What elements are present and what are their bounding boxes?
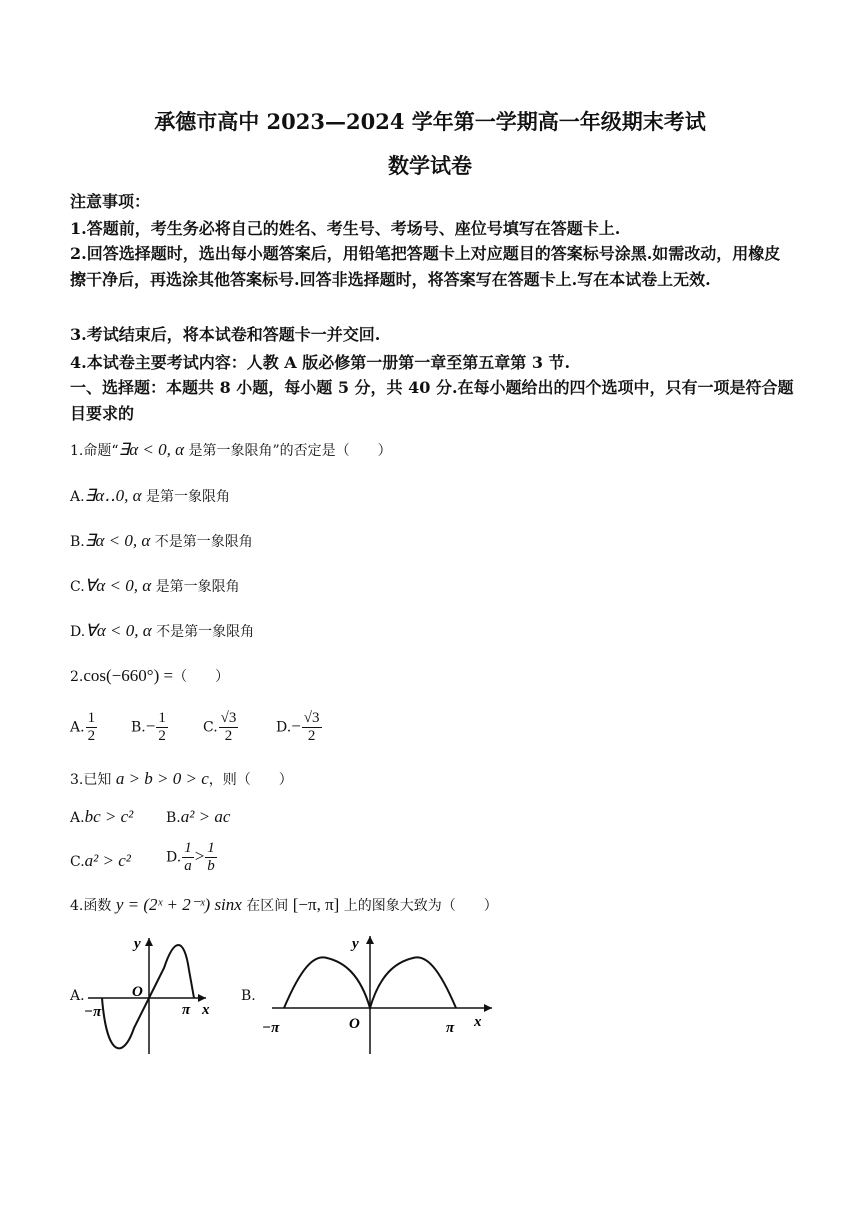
q4-graph-b bbox=[256, 930, 496, 1058]
note-2: 2.回答选择题时，选出每小题答案后，用铅笔把答题卡上对应题目的答案标号涂黑.如需改动，用橡皮擦干净后，再选涂其他答案标号.回答非选择题时，将答案写在答题卡上.写在本试卷上无效. bbox=[70, 244, 781, 289]
q3-d-num1: 1 bbox=[184, 840, 192, 856]
q2-c-label: C. bbox=[203, 719, 218, 736]
q3-a-label: A. bbox=[70, 810, 85, 826]
q1-a-text: 是第一象限角 bbox=[141, 489, 230, 505]
q1-option-b bbox=[70, 531, 253, 551]
page-subtitle: 数学试卷 bbox=[388, 153, 472, 178]
graph-a-pi-label: π bbox=[182, 1002, 191, 1018]
graph-a-curve bbox=[102, 945, 194, 1048]
q4-option-b-label: B. bbox=[241, 988, 256, 1004]
q3-d-den2: b bbox=[207, 858, 215, 874]
q3-suffix: ，则（ ） bbox=[208, 772, 293, 788]
q2-b-num: 1 bbox=[158, 710, 166, 726]
q4-interval: [−π, π] bbox=[292, 895, 340, 914]
q4-expr: y = (2ˣ + 2⁻ˣ) sinx bbox=[115, 895, 242, 914]
page-title: 承德市高中 2023—2024 学年第一学期高一年级期末考试 bbox=[154, 109, 706, 134]
q1-expr: ∃α < 0, α bbox=[118, 440, 185, 459]
graph-a-y-label: y bbox=[134, 936, 141, 952]
graph-a-origin-label: O bbox=[132, 984, 143, 1000]
q2-b-label: B. bbox=[131, 719, 146, 736]
q3-a-expr: bc > c² bbox=[84, 807, 134, 826]
q1-c-text: 是第一象限角 bbox=[151, 579, 240, 595]
question-4 bbox=[70, 895, 498, 915]
q3-b-expr: a² > ac bbox=[180, 807, 231, 826]
q2-c-fraction bbox=[219, 710, 239, 745]
q1-d-text: 不是第一象限角 bbox=[151, 624, 255, 640]
note-3: 3.考试结束后，将本试卷和答题卡一并交回. bbox=[70, 325, 381, 344]
note-4: 4.本试卷主要考试内容：人教 A 版必修第一册第一章至第五章第 3 节. bbox=[70, 353, 571, 372]
q4-option-a-label: A. bbox=[70, 988, 85, 1004]
q2-d-fraction bbox=[302, 710, 322, 745]
q3-d-frac-2 bbox=[205, 840, 217, 875]
graph-b-y-label: y bbox=[352, 936, 359, 952]
q1-b-label: B. bbox=[70, 534, 85, 550]
q2-a-den: 2 bbox=[87, 728, 96, 744]
section-1-heading: 一、选择题：本题共 8 小题，每小题 5 分，共 40 分.在每小题给出的四个选项中，只有一项是符合题目要求的 bbox=[70, 378, 794, 423]
q1-prefix: 1.命题“ bbox=[70, 443, 119, 459]
q2-a-fraction bbox=[86, 710, 98, 745]
q1-a-expr: ∃α‥0, α bbox=[84, 486, 142, 505]
q1-option-d bbox=[70, 621, 254, 641]
q2-a-num: 1 bbox=[87, 710, 96, 726]
graph-a-x-label: x bbox=[202, 1002, 210, 1018]
q1-suffix: 是第一象限角”的否定是（ ） bbox=[184, 443, 392, 459]
q1-c-expr: ∀α < 0, α bbox=[84, 576, 152, 595]
q3-b-label: B. bbox=[166, 810, 181, 826]
q1-d-label: D. bbox=[70, 624, 86, 640]
q1-option-c bbox=[70, 576, 240, 596]
question-1 bbox=[70, 440, 392, 460]
q2-d-label: D. bbox=[276, 719, 292, 736]
question-2 bbox=[70, 666, 229, 686]
q3-c-expr: a² > c² bbox=[84, 851, 131, 870]
q4-suffix: 上的图象大致为（ ） bbox=[339, 898, 498, 914]
q4-prefix: 4.函数 bbox=[70, 898, 116, 914]
q2-c-den: 2 bbox=[224, 728, 233, 744]
q1-d-expr: ∀α < 0, α bbox=[85, 621, 152, 640]
q3-prefix: 3.已知 bbox=[70, 772, 116, 788]
graph-b-pi-label: π bbox=[446, 1020, 455, 1036]
q3-c-label: C. bbox=[70, 854, 85, 870]
q4-middle: 在区间 bbox=[241, 898, 293, 914]
q2-suffix: （ ） bbox=[173, 669, 230, 685]
graph-a-neg-pi-label: −π bbox=[84, 1004, 102, 1020]
graph-b-x-label: x bbox=[474, 1014, 482, 1030]
q2-d-sign: − bbox=[291, 716, 301, 736]
q1-a-label: A. bbox=[70, 489, 85, 505]
q4-graph-a bbox=[82, 930, 212, 1058]
graph-b-y-arrow-icon bbox=[366, 936, 374, 944]
q1-option-a bbox=[70, 486, 230, 506]
graph-b-origin-label: O bbox=[349, 1016, 360, 1032]
q2-option-c bbox=[203, 710, 239, 745]
question-3 bbox=[70, 769, 293, 789]
graph-b-neg-pi-label: −π bbox=[262, 1020, 280, 1036]
q3-option-c bbox=[70, 851, 131, 871]
q2-expr: cos(−660°) = bbox=[83, 666, 174, 685]
q3-option-a bbox=[70, 807, 133, 827]
q2-b-fraction bbox=[156, 710, 168, 745]
q3-d-num2: 1 bbox=[207, 840, 215, 856]
note-1: 1.答题前，考生务必将自己的姓名、考生号、考场号、座位号填写在答题卡上. bbox=[70, 219, 621, 238]
graph-a-y-arrow-icon bbox=[145, 938, 153, 946]
q2-c-num: √3 bbox=[220, 710, 237, 726]
q2-b-sign: − bbox=[145, 716, 156, 736]
q2-b-den: 2 bbox=[158, 728, 166, 744]
q1-c-label: C. bbox=[70, 579, 85, 595]
q3-option-b bbox=[166, 807, 230, 827]
graph-b-x-arrow-icon bbox=[484, 1004, 492, 1012]
q2-a-label: A. bbox=[70, 719, 85, 736]
q3-expr: a > b > 0 > c bbox=[115, 769, 209, 788]
q2-d-den: 2 bbox=[307, 728, 316, 744]
q3-option-d bbox=[166, 840, 218, 875]
q2-prefix: 2. bbox=[70, 669, 84, 685]
q3-d-frac-1 bbox=[182, 840, 194, 875]
q2-option-b bbox=[131, 710, 169, 745]
q2-option-a bbox=[70, 710, 98, 745]
notes-heading: 注意事项： bbox=[70, 192, 151, 211]
q3-d-gt: > bbox=[194, 846, 205, 866]
q1-b-expr: ∃α < 0, α bbox=[84, 531, 151, 550]
q1-b-text: 不是第一象限角 bbox=[150, 534, 253, 550]
q2-d-num: √3 bbox=[303, 710, 320, 726]
q2-option-d bbox=[276, 710, 323, 745]
graph-a-x-arrow-icon bbox=[198, 994, 206, 1002]
q3-d-den1: a bbox=[184, 858, 192, 874]
q3-d-label: D. bbox=[166, 849, 182, 866]
